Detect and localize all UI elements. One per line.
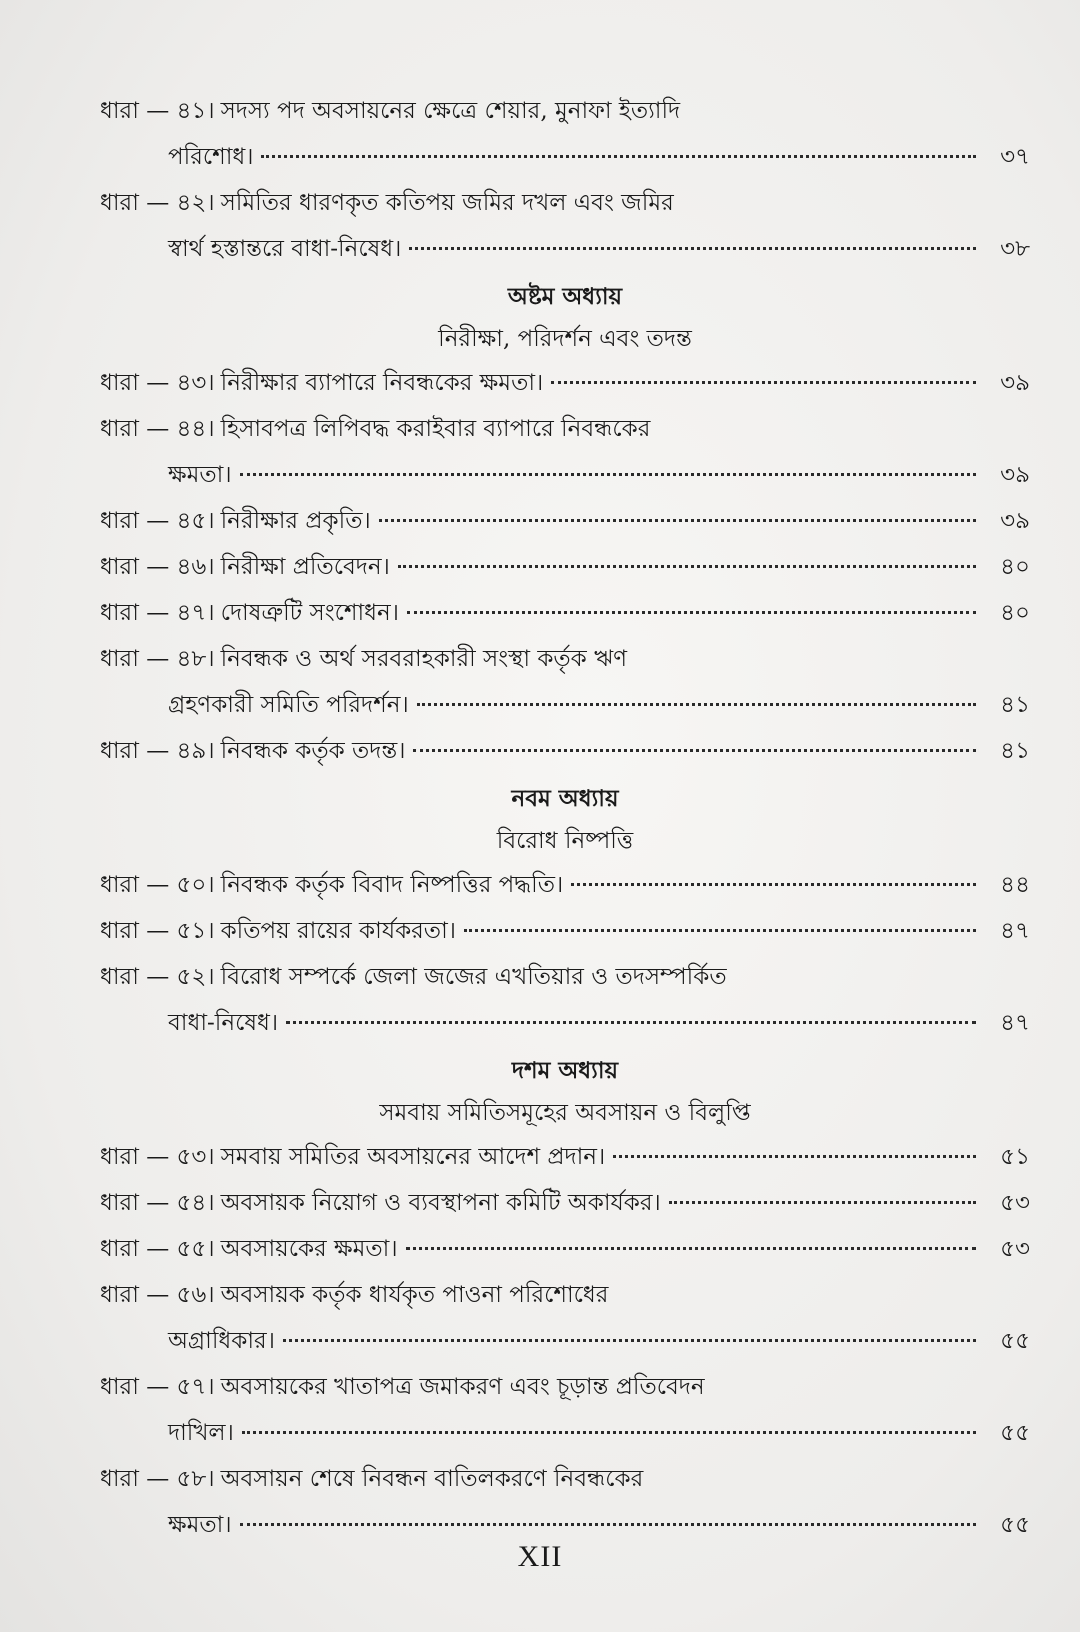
- toc-entry-first-line: [100, 1134, 1030, 1180]
- toc-entry-first-line: [100, 88, 1030, 134]
- toc-entry: [100, 406, 1030, 498]
- toc-entry: [100, 1272, 1030, 1364]
- section-title: নিবন্ধক কর্তৃক তদন্ত।: [220, 738, 406, 764]
- section-title-continuation: বাধা-নিষেধ।: [168, 1010, 279, 1036]
- toc-entry-first-line: [100, 1456, 1030, 1502]
- chapter-subtitle-8: নিরীক্ষা, পরিদর্শন এবং তদন্ত: [438, 326, 692, 352]
- section-number: ধারা — ৪৫।: [100, 508, 215, 534]
- section-title: নিরীক্ষা প্রতিবেদন।: [220, 554, 390, 580]
- section-title-continuation: গ্রহণকারী সমিতি পরিদর্শন।: [168, 692, 409, 718]
- section-title: অবসায়ন শেষে নিবন্ধন বাতিলকরণে নিবন্ধকের: [220, 1466, 644, 1492]
- page-number-footer: XII: [517, 1540, 563, 1573]
- toc-entry-continuation: [100, 682, 1030, 728]
- dot-leader: [398, 565, 976, 568]
- toc-entry-first-line: [100, 590, 1030, 636]
- section-title: বিরোধ সম্পর্কে জেলা জজের এখতিয়ার ও তদসম্পর্কিত: [220, 964, 727, 990]
- section-title: নিরীক্ষার প্রকৃতি।: [220, 508, 371, 534]
- toc-entry-first-line: [100, 360, 1030, 406]
- toc-entry: [100, 180, 1030, 272]
- section-number: ধারা — ৫৮।: [100, 1466, 215, 1492]
- section-title: অবসায়কের খাতাপত্র জমাকরণ এবং চূড়ান্ত প্রতিবেদন: [220, 1374, 705, 1400]
- section-title: হিসাবপত্র লিপিবদ্ধ করাইবার ব্যাপারে নিবন্ধকের: [220, 416, 651, 442]
- toc-entry-continuation: [100, 1000, 1030, 1046]
- section-number: ধারা — ৪৮।: [100, 646, 215, 672]
- chapter-heading-8: অষ্টম অধ্যায়: [507, 283, 623, 310]
- toc-group-chapter10: [100, 1134, 1030, 1548]
- toc-entry-first-line: [100, 1364, 1030, 1410]
- chapter-subtitle-9: বিরোধ নিষ্পত্তি: [496, 828, 634, 854]
- section-title: অবসায়ক কর্তৃক ধার্যকৃত পাওনা পরিশোধের: [220, 1282, 609, 1308]
- toc-entry-first-line: [100, 636, 1030, 682]
- toc-entry: [100, 1134, 1030, 1180]
- dot-leader: [413, 749, 976, 752]
- toc-entry-first-line: [100, 498, 1030, 544]
- page-number: ৩৭: [1000, 144, 1030, 170]
- page-number: ৫৫: [1000, 1512, 1030, 1538]
- section-title: কতিপয় রায়ের কার্যকরতা।: [220, 918, 456, 944]
- chapter-heading-10: দশম অধ্যায়: [511, 1057, 619, 1084]
- section-number: ধারা — ৪৬।: [100, 554, 215, 580]
- section-title-continuation: ক্ষমতা।: [168, 462, 232, 488]
- toc-entry: [100, 636, 1030, 728]
- toc-group-chapter7: [100, 88, 1030, 272]
- page-number: ৪১: [1000, 692, 1030, 718]
- toc-entry-first-line: [100, 862, 1030, 908]
- section-title: নিবন্ধক কর্তৃক বিবাদ নিষ্পত্তির পদ্ধতি।: [220, 872, 564, 898]
- toc-entry-continuation: [100, 226, 1030, 272]
- toc-entry: [100, 544, 1030, 590]
- section-number: ধারা — ৫২।: [100, 964, 215, 990]
- page-number: ৫৩: [1000, 1236, 1030, 1262]
- page-number: ৩৯: [1000, 370, 1030, 396]
- page-number: ৫৫: [1000, 1328, 1030, 1354]
- toc-group-chapter9: [100, 862, 1030, 1046]
- section-number: ধারা — ৪১।: [100, 98, 215, 124]
- toc-entry: [100, 862, 1030, 908]
- toc-entry: [100, 360, 1030, 406]
- section-number: ধারা — ৫৪।: [100, 1190, 215, 1216]
- toc-entry: [100, 590, 1030, 636]
- section-number: ধারা — ৪৩।: [100, 370, 215, 396]
- toc-entry-first-line: [100, 1180, 1030, 1226]
- toc-entry-first-line: [100, 908, 1030, 954]
- toc-entry-continuation: [100, 1410, 1030, 1456]
- section-title: নিরীক্ষার ব্যাপারে নিবন্ধকের ক্ষমতা।: [220, 370, 544, 396]
- section-number: ধারা — ৫৭।: [100, 1374, 215, 1400]
- section-title: নিবন্ধক ও অর্থ সরবরাহকারী সংস্থা কর্তৃক ঋণ: [220, 646, 627, 672]
- toc-entry-first-line: [100, 544, 1030, 590]
- dot-leader: [240, 1523, 976, 1526]
- section-number: ধারা — ৪৭।: [100, 600, 215, 626]
- section-number: ধারা — ৫৩।: [100, 1144, 215, 1170]
- toc-group-chapter8: [100, 360, 1030, 774]
- section-title: অবসায়কের ক্ষমতা।: [220, 1236, 398, 1262]
- dot-leader: [409, 247, 976, 250]
- dot-leader: [379, 519, 976, 522]
- toc-entry: [100, 728, 1030, 774]
- chapter-subtitle-10: সমবায় সমিতিসমূহের অবসায়ন ও বিলুপ্তি: [379, 1100, 751, 1126]
- dot-leader: [242, 1431, 976, 1434]
- page-number: ৪১: [1000, 738, 1030, 764]
- dot-leader: [551, 381, 976, 384]
- section-title-continuation: অগ্রাধিকার।: [168, 1328, 275, 1354]
- section-title: অবসায়ক নিয়োগ ও ব্যবস্থাপনা কমিটি অকার্যকর।: [220, 1190, 661, 1216]
- section-number: ধারা — ৫৬।: [100, 1282, 215, 1308]
- section-title: দোষত্রুটি সংশোধন।: [220, 600, 399, 626]
- page-number: ৩৯: [1000, 462, 1030, 488]
- toc-entry: [100, 908, 1030, 954]
- toc-entry: [100, 88, 1030, 180]
- section-title: সদস্য পদ অবসায়নের ক্ষেত্রে শেয়ার, মুনাফা ইত্যাদি: [220, 98, 681, 124]
- dot-leader: [283, 1339, 976, 1342]
- section-title-continuation: দাখিল।: [168, 1420, 234, 1446]
- dot-leader: [571, 883, 976, 886]
- page-number: ৪০: [1000, 600, 1030, 626]
- section-number: ধারা — ৫৫।: [100, 1236, 215, 1262]
- section-number: ধারা — ৫১।: [100, 918, 215, 944]
- section-title: সমিতির ধারণকৃত কতিপয় জমির দখল এবং জমির: [220, 190, 674, 216]
- toc-entry-continuation: [100, 134, 1030, 180]
- toc-entry-first-line: [100, 406, 1030, 452]
- dot-leader: [240, 473, 976, 476]
- toc-entry-first-line: [100, 728, 1030, 774]
- section-title: সমবায় সমিতির অবসায়নের আদেশ প্রদান।: [220, 1144, 606, 1170]
- section-number: ধারা — ৪৪।: [100, 416, 215, 442]
- section-number: ধারা — ৪৯।: [100, 738, 215, 764]
- toc-entry-first-line: [100, 954, 1030, 1000]
- toc-entry-continuation: [100, 452, 1030, 498]
- toc-entry-first-line: [100, 1272, 1030, 1318]
- dot-leader: [417, 703, 976, 706]
- page-number: ৪৭: [1000, 918, 1030, 944]
- chapter-heading-9: নবম অধ্যায়: [511, 785, 619, 812]
- page-number: ৩৯: [1000, 508, 1030, 534]
- dot-leader: [261, 155, 976, 158]
- dot-leader: [669, 1201, 976, 1204]
- toc-entry: [100, 1364, 1030, 1456]
- toc-entry: [100, 954, 1030, 1046]
- page-number: ৫৩: [1000, 1190, 1030, 1216]
- page-number: ৪৪: [1000, 872, 1030, 898]
- page-number: ৪০: [1000, 554, 1030, 580]
- page-number: ৫৫: [1000, 1420, 1030, 1446]
- page-number: ৪৭: [1000, 1010, 1030, 1036]
- section-title-continuation: ক্ষমতা।: [168, 1512, 232, 1538]
- toc-entry: [100, 498, 1030, 544]
- section-number: ধারা — ৫০।: [100, 872, 215, 898]
- toc-entry: [100, 1456, 1030, 1548]
- toc-entry: [100, 1180, 1030, 1226]
- dot-leader: [613, 1155, 976, 1158]
- toc-entry-continuation: [100, 1318, 1030, 1364]
- toc-entry: [100, 1226, 1030, 1272]
- toc-entry-first-line: [100, 180, 1030, 226]
- dot-leader: [286, 1021, 976, 1024]
- table-of-contents: [100, 88, 1030, 1548]
- section-title-continuation: স্বার্থ হস্তান্তরে বাধা-নিষেধ।: [168, 236, 402, 262]
- page-number: ৩৮: [1000, 236, 1030, 262]
- section-number: ধারা — ৪২।: [100, 190, 215, 216]
- dot-leader: [464, 929, 976, 932]
- toc-entry-first-line: [100, 1226, 1030, 1272]
- dot-leader: [406, 1247, 976, 1250]
- page-number: ৫১: [1000, 1144, 1030, 1170]
- dot-leader: [407, 611, 976, 614]
- section-title-continuation: পরিশোধ।: [168, 144, 254, 170]
